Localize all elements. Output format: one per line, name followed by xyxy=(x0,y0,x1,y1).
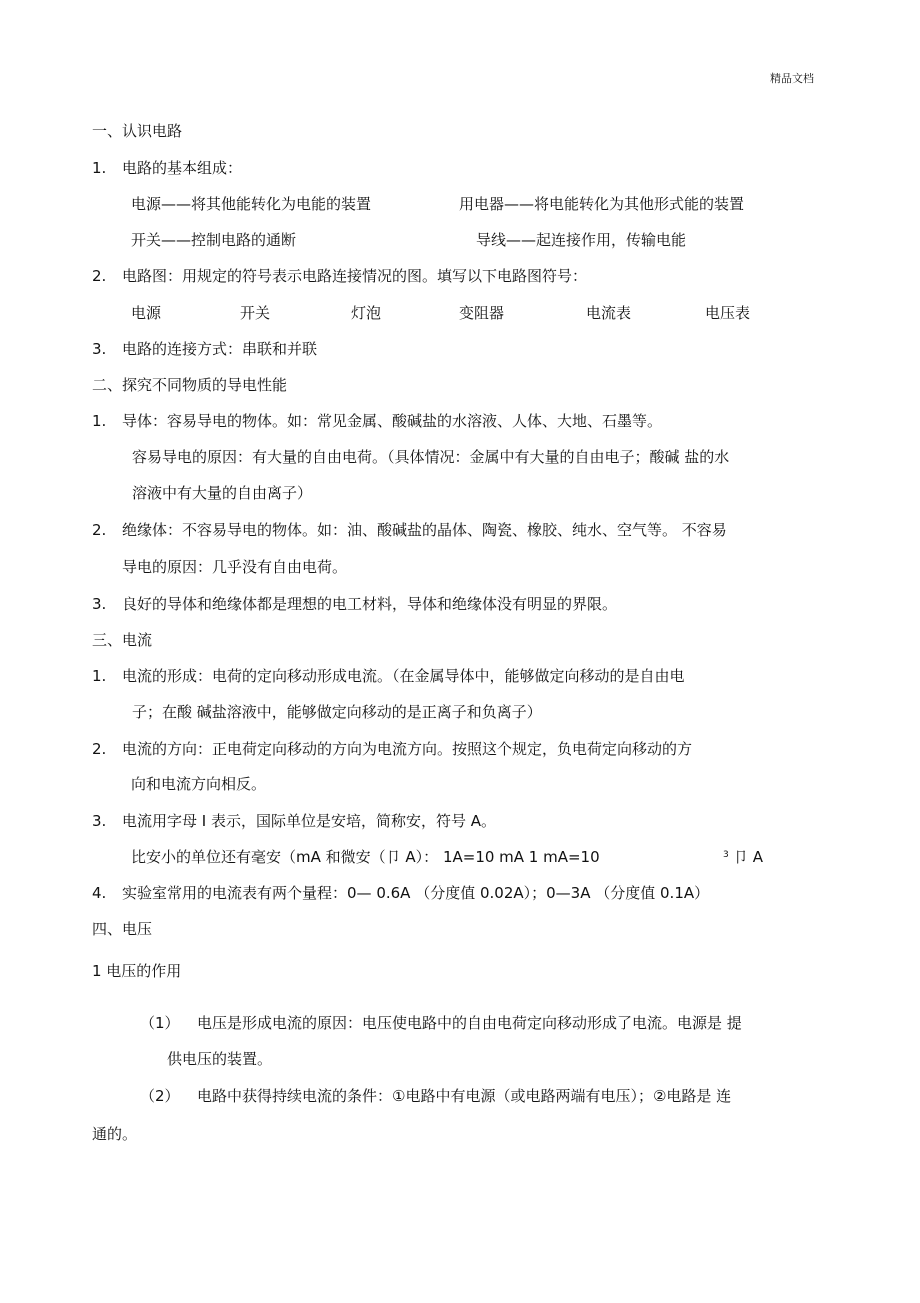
header-label: 精品文档 xyxy=(770,72,814,85)
item-number: 1. xyxy=(92,667,107,685)
component-text: 开关——控制电路的通断 xyxy=(131,231,297,249)
item-continuation: 子；在酸 碱盐溶液中，能够做定向移动的是正离子和负离子） xyxy=(132,703,542,721)
item-text: 电流的形成：电荷的定向移动形成电流。（在金属导体中，能够做定向移动的是自由电 xyxy=(122,667,685,685)
paragraph-number: （2） xyxy=(140,1087,180,1105)
item-text: 良好的导体和绝缘体都是理想的电工材料，导体和绝缘体没有明显的界限。 xyxy=(122,595,618,613)
paragraph-continuation: 供电压的装置。 xyxy=(167,1050,273,1068)
component-text: 用电器——将电能转化为其他形式能的装置 xyxy=(459,195,745,213)
item-number: 2. xyxy=(92,521,107,539)
paragraph-text: 电压是形成电流的原因：电压使电路中的自由电荷定向移动形成了电流。电源是 提 xyxy=(197,1014,742,1032)
item-number: 3. xyxy=(92,812,107,830)
symbol-label: 开关 xyxy=(240,304,271,322)
item-number: 2. xyxy=(92,267,107,285)
symbol-label: 电源 xyxy=(131,304,162,322)
item-number: 2. xyxy=(92,740,107,758)
item-number: 4. xyxy=(92,884,107,902)
paragraph-continuation: 通的。 xyxy=(92,1125,138,1143)
item-text: 绝缘体：不容易导电的物体。如：油、酸碱盐的晶体、陶瓷、橡胶、纯水、空气等。 不容易 xyxy=(122,521,727,539)
subsection-heading: 1 电压的作用 xyxy=(92,962,182,980)
symbol-label: 电压表 xyxy=(705,304,751,322)
unit-conversion-text: 比安小的单位还有毫安（mA 和微安（卩 A）： 1A=10 mA 1 mA=10 xyxy=(131,848,600,866)
item-number: 3. xyxy=(92,595,107,613)
component-text: 电源——将其他能转化为电能的装置 xyxy=(131,195,372,213)
item-number: 3. xyxy=(92,340,107,358)
item-text: 电路的基本组成： xyxy=(122,159,243,177)
exponent-superscript: 3 xyxy=(723,850,729,860)
item-continuation: 向和电流方向相反。 xyxy=(131,775,267,793)
item-number: 1. xyxy=(92,159,107,177)
item-text: 电流的方向：正电荷定向移动的方向为电流方向。按照这个规定，负电荷定向移动的方 xyxy=(122,740,693,758)
section-heading: 一、认识电路 xyxy=(92,122,183,140)
item-text: 电路图：用规定的符号表示电路连接情况的图。填写以下电路图符号： xyxy=(122,267,588,285)
section-heading: 三、电流 xyxy=(92,631,153,649)
item-text: 导体：容易导电的物体。如：常见金属、酸碱盐的水溶液、人体、大地、石墨等。 xyxy=(122,412,663,430)
section-heading: 二、探究不同物质的导电性能 xyxy=(92,376,288,394)
item-continuation: 导电的原因：几乎没有自由电荷。 xyxy=(122,558,348,576)
symbol-label: 变阻器 xyxy=(459,304,505,322)
paragraph-text: 电路中获得持续电流的条件：①电路中有电源（或电路两端有电压）；②电路是 连 xyxy=(197,1087,732,1105)
item-text: 实验室常用的电流表有两个量程：0— 0.6A （分度值 0.02A）；0—3A （分度值 0.1A） xyxy=(122,884,710,902)
component-text: 导线——起连接作用，传输电能 xyxy=(476,231,687,249)
item-continuation: 溶液中有大量的自由离子） xyxy=(132,484,313,502)
unit-conversion-tail: 卩 A xyxy=(733,848,764,866)
section-heading: 四、电压 xyxy=(92,920,153,938)
symbol-label: 灯泡 xyxy=(351,304,382,322)
item-number: 1. xyxy=(92,412,107,430)
paragraph-number: （1） xyxy=(140,1014,180,1032)
item-text: 电路的连接方式：串联和并联 xyxy=(122,340,318,358)
item-continuation: 容易导电的原因：有大量的自由电荷。（具体情况：金属中有大量的自由电子；酸碱 盐的水 xyxy=(132,448,730,466)
symbol-label: 电流表 xyxy=(586,304,632,322)
item-text: 电流用字母 I 表示，国际单位是安培，简称安，符号 A。 xyxy=(122,812,496,830)
